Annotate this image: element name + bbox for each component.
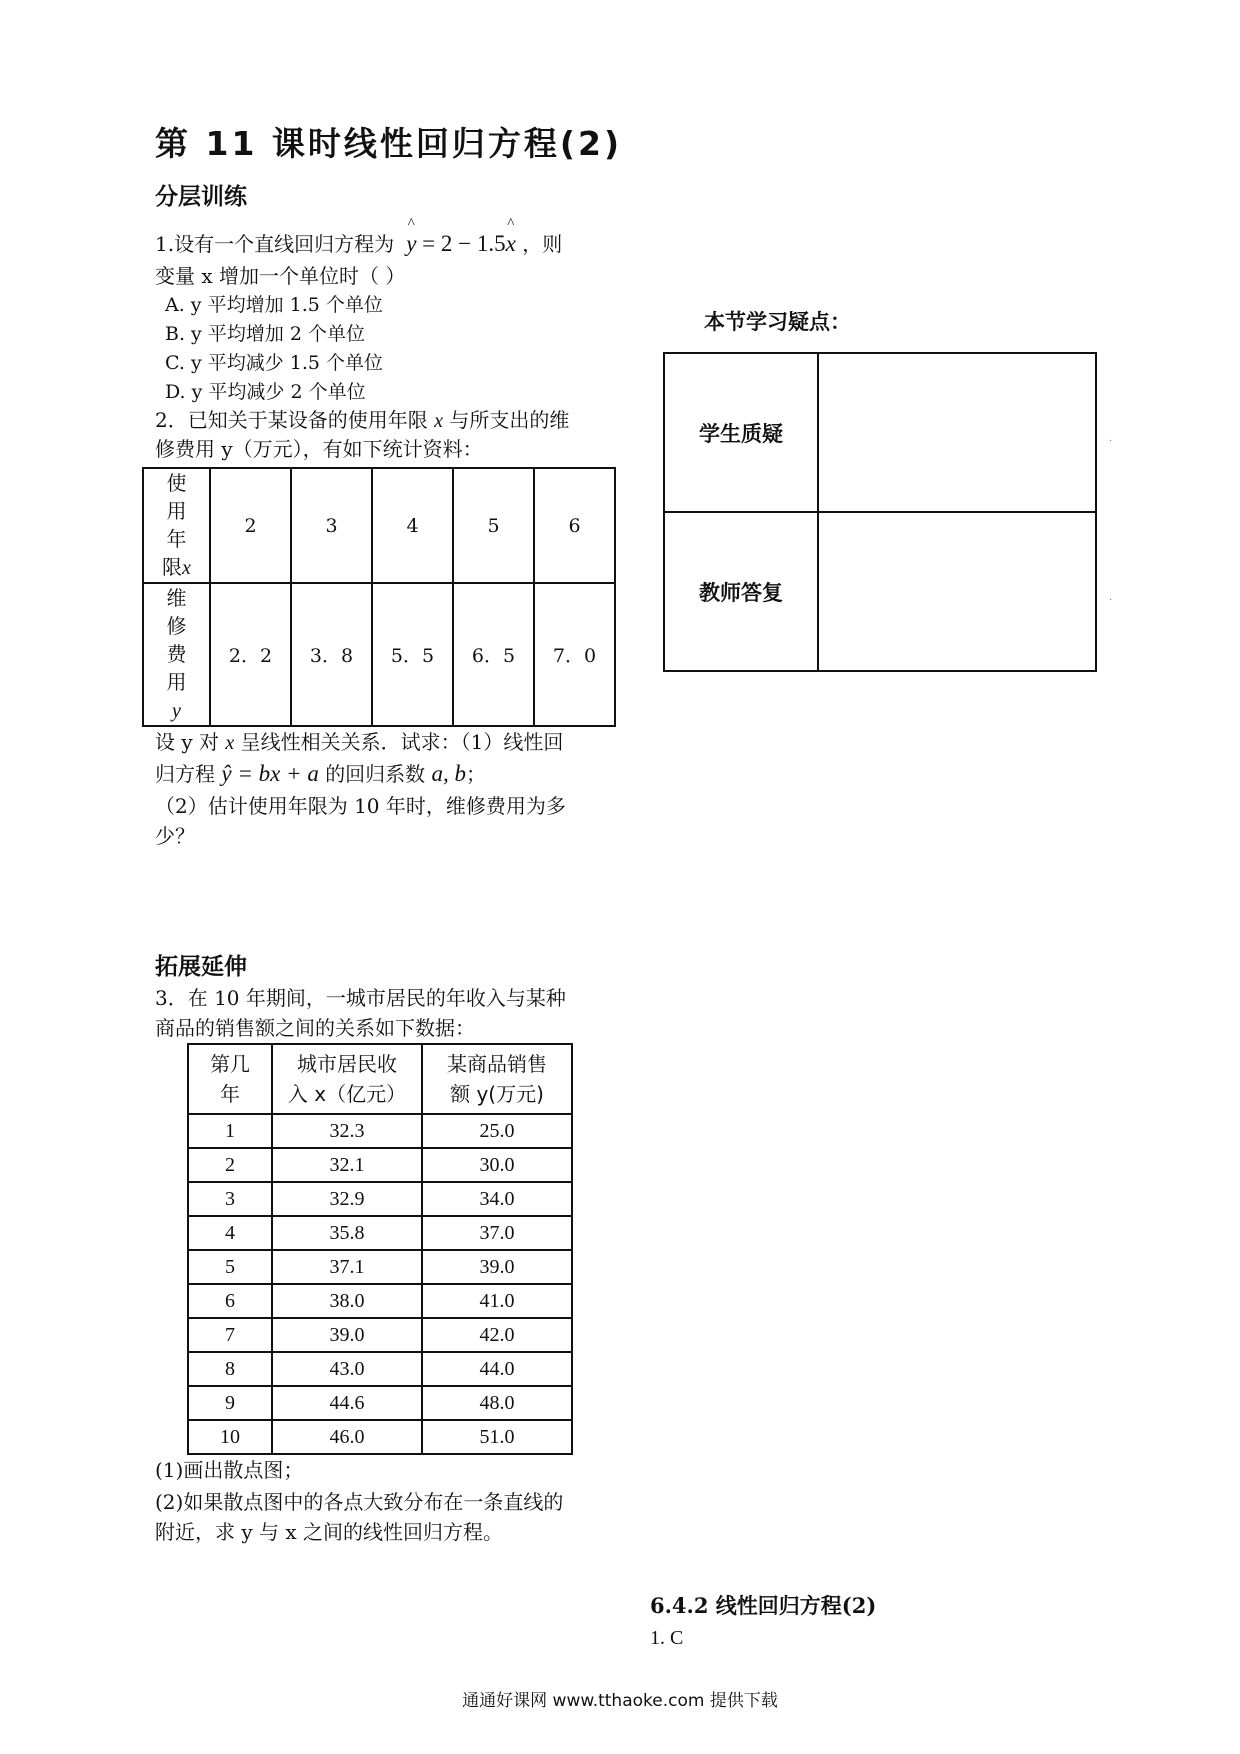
teacher-reply-area[interactable] [818,512,1113,671]
table-cell: 32.9 [272,1182,422,1216]
q2-regression-formula: ŷ = bx + a [221,761,319,786]
table-cell: 37.0 [422,1216,572,1250]
table-cell: 5 [188,1250,272,1284]
q2-after2-a: 归方程 [155,762,215,786]
table-row [664,353,1096,512]
table-cell: 44.0 [422,1352,572,1386]
doubts-table [663,352,1113,672]
section-heading-layered-training: 分层训练 [155,184,247,210]
table-row [188,1386,572,1420]
q1-line1 [155,230,562,258]
table-cell: 39.0 [422,1250,572,1284]
footer-credit: 通通好课网 www.tthaoke.com 提供下载 [462,1691,778,1711]
column-header-year [188,1044,272,1114]
row-label-years [143,468,210,583]
column-header-income [272,1044,422,1114]
table-cell: 46.0 [272,1420,422,1454]
q1-option-a: A. y 平均增加 1.5 个单位 [165,294,383,316]
table-row [188,1284,572,1318]
table-row [143,468,615,583]
table-cell: 32.3 [272,1114,422,1148]
section-heading-extension: 拓展延伸 [155,954,247,980]
table-cell: 43.0 [272,1352,422,1386]
faint-mark: · [1109,595,1113,606]
table-cell: 38.0 [272,1284,422,1318]
q1-option-b: B. y 平均增加 2 个单位 [165,323,365,345]
label-var: x [182,557,191,579]
q1-line2: 变量 x 增加一个单位时（ ） [155,264,406,288]
q2-after1 [155,728,563,757]
label-var: y [172,700,181,722]
label-char: 使 [166,471,187,495]
table-cell: 35.8 [272,1216,422,1250]
q2-line2: 修费用 y（万元），有如下统计资料： [155,437,483,461]
table-cell: 37.1 [272,1250,422,1284]
label-char: 维 [166,586,187,610]
q2-after2 [155,760,486,788]
header-line: 额 y(万元) [450,1082,544,1106]
q3-sub2-line1: (2)如果散点图中的各点大致分布在一条直线的 [155,1490,564,1514]
q1-option-c: C. y 平均减少 1.5 个单位 [165,352,384,374]
student-question-area[interactable] [818,353,1113,512]
label-char: 修 [166,614,187,638]
label-char: 年 [166,527,187,551]
q1-formula-y: ^ y [406,230,416,258]
q1-after: ，则 [522,232,563,256]
q2-line1-b: 与所支出的维 [449,408,570,432]
row-label-cost [143,583,210,726]
header-line: 年 [220,1082,240,1106]
q3-sub2-line2: 附近，求 y 与 x 之间的线性回归方程。 [155,1520,504,1544]
table-cell: 34.0 [422,1182,572,1216]
table-cell: 7．0 [534,583,615,726]
table-cell: 3 [188,1182,272,1216]
table-cell: 6．5 [453,583,534,726]
label-char [144,553,209,582]
table-header-row [188,1044,572,1114]
teacher-reply-label: 教师答复 [664,512,818,671]
faint-mark: · [1109,436,1113,447]
table-row [664,512,1096,671]
q2-after4: 少？ [155,824,195,848]
income-sales-table [187,1043,573,1455]
table-cell: 5 [453,468,534,583]
doubts-title: 本节学习疑点： [704,310,851,334]
q2-after1-a: 设 y 对 [155,730,220,754]
q1-formula-x: ^ x [506,230,516,258]
q1-intro: 1.设有一个直线回归方程为 [155,232,395,256]
header-line: 入 x（亿元） [287,1082,407,1106]
header-line: 城市居民收 [297,1052,397,1076]
q3-line2: 商品的销售额之间的关系如下数据： [155,1016,475,1040]
label-char-text: 限 [162,555,183,579]
table-row [188,1352,572,1386]
table-cell: 42.0 [422,1318,572,1352]
table-cell: 4 [188,1216,272,1250]
table-row [143,583,615,726]
q3-line1: 3．在 10 年期间，一城市居民的年收入与某种 [155,986,566,1010]
table-cell: 6 [534,468,615,583]
answer-1: 1. C [650,1627,684,1649]
label-char: 费 [166,642,187,666]
table-cell: 32.1 [272,1148,422,1182]
table-cell: 48.0 [422,1386,572,1420]
table-cell: 44.6 [272,1386,422,1420]
table-cell: 2 [188,1148,272,1182]
q2-after1-var: x [225,732,235,754]
table-row [188,1182,572,1216]
answers-heading: 6.4.2 线性回归方程(2) [650,1593,877,1618]
table-cell: 30.0 [422,1148,572,1182]
table-cell: 5．5 [372,583,453,726]
q2-after2-c: ； [466,762,487,786]
label-char: 用 [166,499,187,523]
table-cell: 8 [188,1352,272,1386]
table-row [188,1148,572,1182]
q3-sub1: (1)画出散点图； [155,1458,304,1482]
table-cell: 7 [188,1318,272,1352]
q1-formula-body: = 2 − 1.5 [416,231,506,256]
q2-after1-b: 呈线性相关关系．试求：（1）线性回 [240,730,564,754]
table-row [188,1250,572,1284]
table-cell: 2 [210,468,291,583]
table-cell: 39.0 [272,1318,422,1352]
header-line: 第几 [210,1052,250,1076]
table-cell: 41.0 [422,1284,572,1318]
table-row [188,1318,572,1352]
q1-option-d: D. y 平均减少 2 个单位 [165,381,366,403]
table-cell: 1 [188,1114,272,1148]
column-header-sales [422,1044,572,1114]
q2-line1-a: 2．已知关于某设备的使用年限 [155,408,428,432]
table-cell: 2．2 [210,583,291,726]
q2-line1 [155,406,569,435]
header-line: 某商品销售 [447,1052,547,1076]
student-question-label: 学生质疑 [664,353,818,512]
q2-coefficients: a, b [431,761,467,786]
page-title: 第 11 课时线性回归方程(2) [155,124,623,163]
q2-line1-var: x [434,410,443,432]
q2-after2-b: 的回归系数 [325,762,426,786]
table-row [188,1114,572,1148]
table-cell: 10 [188,1420,272,1454]
table-cell: 4 [372,468,453,583]
q1-formula [400,231,515,256]
q2-after3: （2）估计使用年限为 10 年时，维修费用为多 [155,794,566,818]
table-row [188,1216,572,1250]
maintenance-table [142,467,616,727]
table-cell: 3．8 [291,583,372,726]
table-cell: 51.0 [422,1420,572,1454]
label-char: 用 [166,670,187,694]
table-row [188,1420,572,1454]
table-cell: 6 [188,1284,272,1318]
table-cell: 25.0 [422,1114,572,1148]
table-cell: 3 [291,468,372,583]
table-cell: 9 [188,1386,272,1420]
